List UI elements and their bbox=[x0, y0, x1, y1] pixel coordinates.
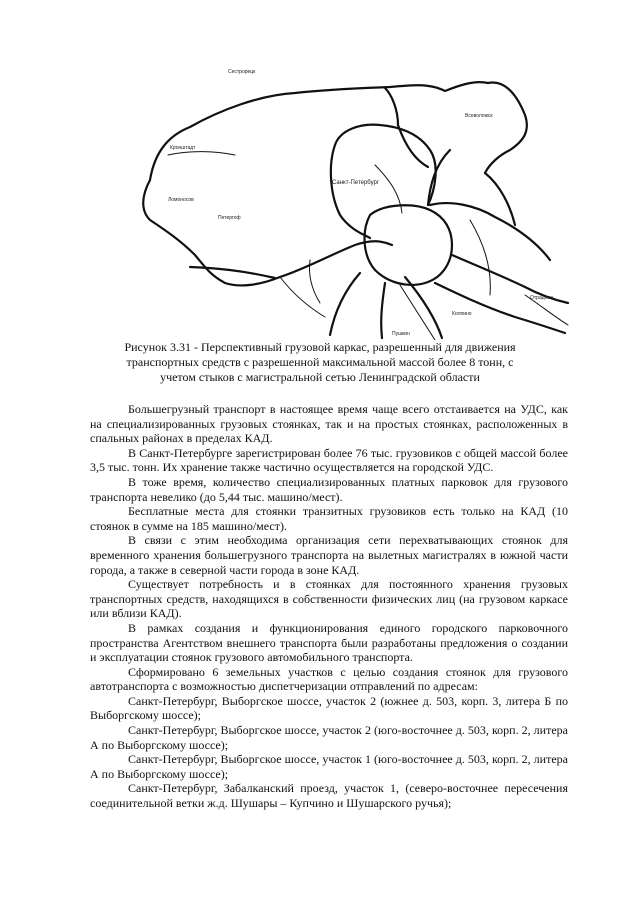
label-spb: Санкт-Петербург bbox=[332, 180, 380, 186]
paragraph: Существует потребность и в стоянках для постоянного хранения грузовых транспортных средств, находящихся в собственности физических лиц (на грузовом каркасе или вблизи КАД). bbox=[90, 577, 568, 621]
label-lomonosov: Ломоносов bbox=[168, 197, 194, 203]
caption-line: Рисунок 3.31 - Перспективный грузовой каркас, разрешенный для движения bbox=[124, 340, 516, 354]
address-item: Санкт-Петербург, Выборгское шоссе, участок 2 (южнее д. 503, корп. 3, литера Б по Выборгскому шоссе); bbox=[90, 693, 568, 723]
label-sestroretsk: Сестрорецк bbox=[228, 69, 256, 75]
label-otradnoe: Отрадное bbox=[530, 295, 553, 301]
paragraph: В Санкт-Петербурге зарегистрирован более 76 тыс. грузовиков с общей массой более 3,5 тыс. тонн. Их хранение также частично осуществляется на городской УДС. bbox=[90, 445, 568, 475]
paragraph: Бесплатные места для стоянки транзитных грузовиков есть только на КАД (10 стоянок в сумме на 185 машино/мест). bbox=[90, 504, 568, 533]
road-network-map bbox=[130, 55, 570, 340]
caption-line: транспортных средств с разрешенной максимальной массой более 8 тонн, с bbox=[126, 355, 514, 369]
paragraph: Большегрузный транспорт в настоящее время чаще всего отстаивается на УДС, как на специализированных грузовых стоянках, так и на простых стоянках, расположенных в спальных районах в пределах КАД. bbox=[90, 402, 568, 446]
label-kronshtadt: Кронштадт bbox=[170, 145, 196, 151]
address-item: Санкт-Петербург, Выборгское шоссе, участок 1 (юго-восточнее д. 503, корп. 2, литера А по Выборгскому шоссе); bbox=[90, 752, 568, 781]
label-kolpino: Колпино bbox=[452, 311, 472, 317]
paragraph: Сформировано 6 земельных участков с целью создания стоянок для грузового автотранспорта с возможностью диспетчеризации отправлений по адресам: bbox=[90, 664, 568, 694]
address-item: Санкт-Петербург, Забалканский проезд, участок 1, (северо-восточнее пересечения соединительной ветки ж.д. Шушары – Купчино и Шушарского ручья); bbox=[90, 781, 568, 811]
paragraph: В тоже время, количество специализированных платных парковок для грузового транспорта невелико (до 5,44 тыс. машино/мест). bbox=[90, 474, 568, 504]
paragraph: В связи с этим необходима организация сети перехватывающих стоянок для временного хранения большегрузного транспорта на вылетных магистралях в южной части города, а также в северной части города в зоне КАД. bbox=[90, 533, 568, 577]
figure-caption bbox=[100, 340, 540, 385]
label-vsevolozhsk: Всеволожск bbox=[465, 113, 493, 119]
body-text bbox=[90, 402, 568, 811]
label-petergof: Петергоф bbox=[218, 215, 241, 221]
map-drawing bbox=[130, 55, 570, 340]
paragraph: В рамках создания и функционирования единого городского парковочного пространства Агентством внешнего транспорта были разработаны предложения о создании и эксплуатации стоянок грузового автомобильного транспорта. bbox=[90, 620, 568, 665]
caption-line: учетом стыков с магистральной сетью Ленинградской области bbox=[160, 370, 480, 384]
address-item: Санкт-Петербург, Выборгское шоссе, участок 2 (юго-восточнее д. 503, корп. 2, литера А по Выборгскому шоссе); bbox=[90, 723, 568, 752]
label-pushkin: Пушкин bbox=[392, 331, 410, 337]
